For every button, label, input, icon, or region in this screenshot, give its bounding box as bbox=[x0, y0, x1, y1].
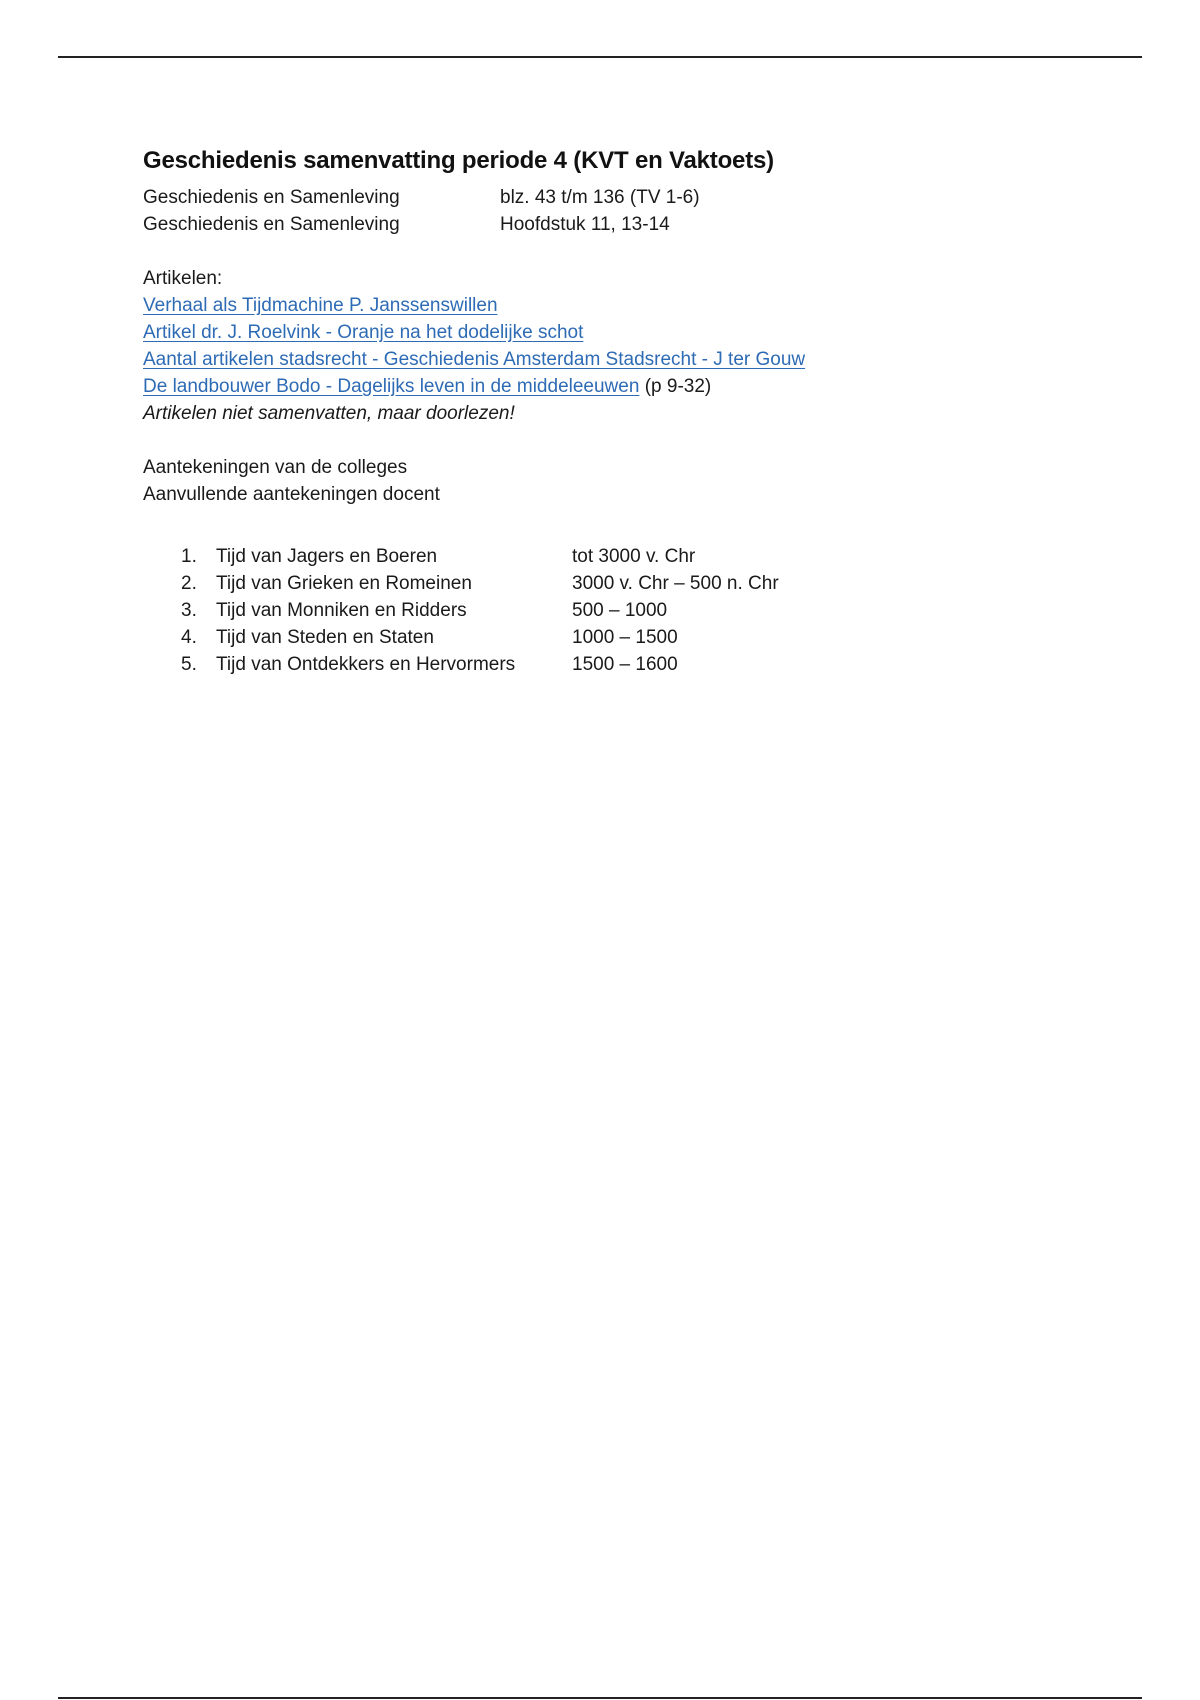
page-top-rule bbox=[58, 56, 1142, 58]
era-period: 500 – 1000 bbox=[572, 600, 668, 621]
article-link[interactable]: Artikel dr. J. Roelvink - Oranje na het dodelijke schot bbox=[143, 322, 584, 343]
notes-item: Aantekeningen van de colleges bbox=[143, 457, 408, 478]
era-item bbox=[181, 570, 1103, 597]
era-number: 1. bbox=[181, 546, 197, 567]
era-period: tot 3000 v. Chr bbox=[572, 546, 696, 567]
era-name: Tijd van Steden en Staten bbox=[216, 627, 434, 648]
page-bottom-rule bbox=[58, 1697, 1142, 1699]
era-number: 4. bbox=[181, 627, 197, 648]
notes-item: Aanvullende aantekeningen docent bbox=[143, 484, 440, 505]
articles-heading: Artikelen: bbox=[143, 268, 223, 289]
source-book: Geschiedenis en Samenleving bbox=[143, 214, 400, 235]
era-period: 1500 – 1600 bbox=[572, 654, 678, 675]
source-range: Hoofdstuk 11, 13-14 bbox=[500, 214, 670, 235]
source-row bbox=[143, 211, 1103, 238]
spacer bbox=[143, 238, 1103, 265]
article-link[interactable]: De landbouwer Bodo - Dagelijks leven in de middeleeuwen bbox=[143, 376, 640, 397]
era-item bbox=[181, 543, 1103, 570]
era-name: Tijd van Monniken en Ridders bbox=[216, 600, 467, 621]
era-number: 3. bbox=[181, 600, 197, 621]
era-item bbox=[181, 597, 1103, 624]
articles-note: Artikelen niet samenvatten, maar doorlezen! bbox=[143, 403, 515, 424]
source-row bbox=[143, 184, 1103, 211]
article-link[interactable]: Aantal artikelen stadsrecht - Geschiedenis Amsterdam Stadsrecht - J ter Gouw bbox=[143, 349, 806, 370]
era-list bbox=[143, 543, 1103, 678]
article-page-range: (p 9-32) bbox=[639, 376, 712, 397]
era-name: Tijd van Grieken en Romeinen bbox=[216, 573, 472, 594]
document-body bbox=[143, 144, 1103, 678]
era-period: 3000 v. Chr – 500 n. Chr bbox=[572, 573, 779, 594]
era-item bbox=[181, 651, 1103, 678]
article-item bbox=[143, 373, 1103, 400]
spacer bbox=[143, 508, 1103, 535]
article-item bbox=[143, 292, 1103, 319]
era-name: Tijd van Ontdekkers en Hervormers bbox=[216, 654, 516, 675]
page-title: Geschiedenis samenvatting periode 4 (KVT en Vaktoets) bbox=[143, 147, 774, 174]
era-period: 1000 – 1500 bbox=[572, 627, 678, 648]
article-item bbox=[143, 319, 1103, 346]
era-number: 5. bbox=[181, 654, 197, 675]
source-range: blz. 43 t/m 136 (TV 1-6) bbox=[500, 187, 700, 208]
era-item bbox=[181, 624, 1103, 651]
era-number: 2. bbox=[181, 573, 197, 594]
era-name: Tijd van Jagers en Boeren bbox=[216, 546, 438, 567]
article-link[interactable]: Verhaal als Tijdmachine P. Janssenswillen bbox=[143, 295, 498, 316]
article-item bbox=[143, 346, 1103, 373]
spacer bbox=[143, 427, 1103, 454]
source-book: Geschiedenis en Samenleving bbox=[143, 187, 400, 208]
